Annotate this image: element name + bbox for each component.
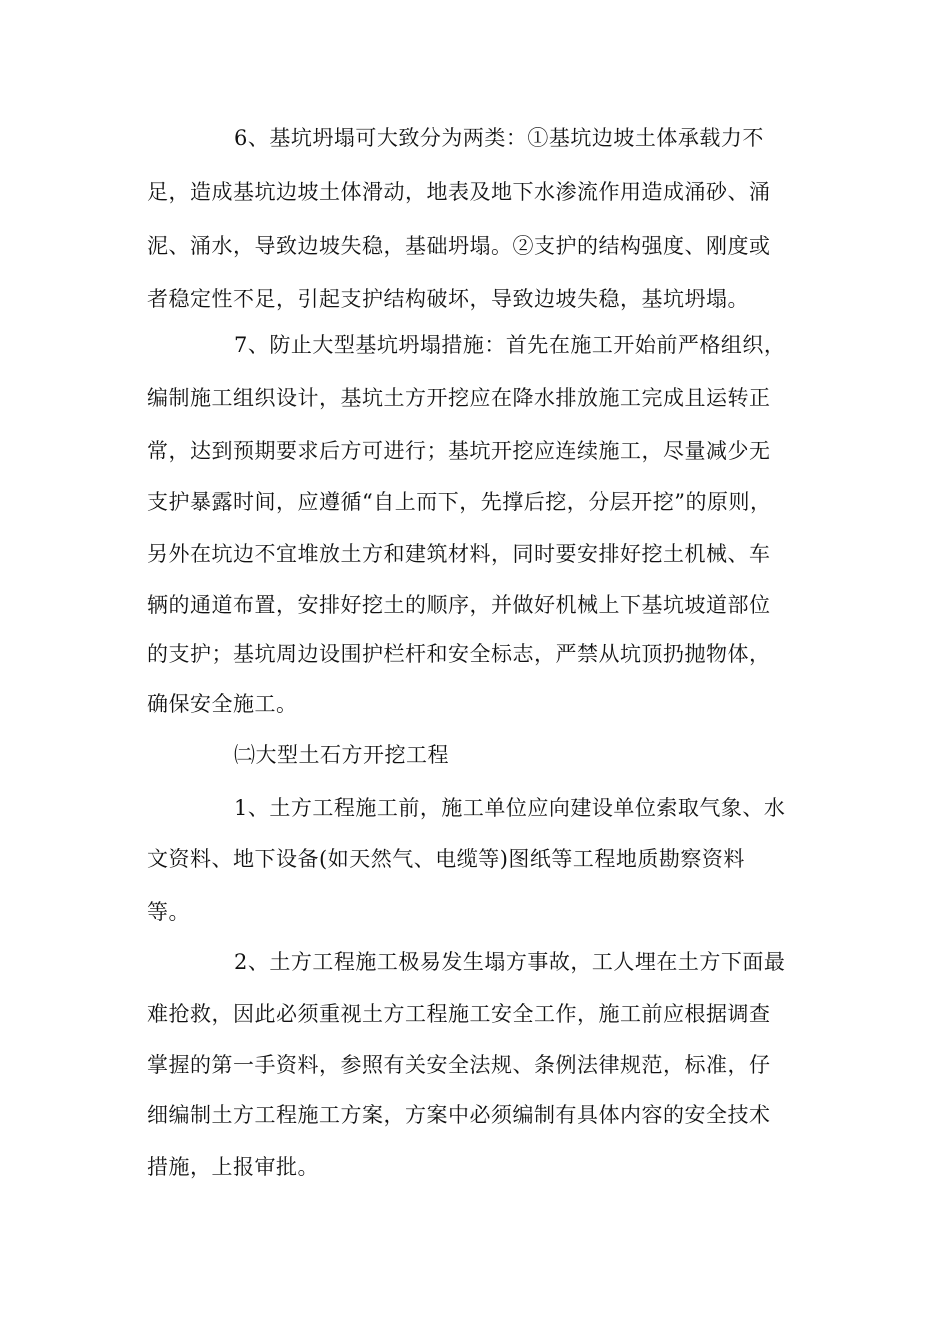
text-line: 确保安全施工。 [147,692,298,716]
section-title: ㈡大型土石方开挖工程 [234,743,449,767]
text-line: 2、土方工程施工极易发生塌方事故，工人埋在土方下面最 [234,950,786,974]
text-line: 另外在坑边不宜堆放土方和建筑材料，同时要安排好挖土机械、车 [147,542,771,566]
text-line: 细编制土方工程施工方案，方案中必须编制有具体内容的安全技术 [147,1103,771,1127]
text-line: 难抢救，因此必须重视土方工程施工安全工作，施工前应根据调查 [147,1002,771,1026]
text-line: 者稳定性不足，引起支护结构破坏，导致边坡失稳，基坑坍塌。 [147,287,749,311]
text-line: 文资料、地下设备(如天然气、电缆等)图纸等工程地质勘察资料 [147,847,745,871]
text-line: 措施，上报审批。 [147,1155,319,1179]
text-line: 足，造成基坑边坡土体滑动，地表及地下水渗流作用造成涌砂、涌 [147,180,771,204]
text-line: 支护暴露时间，应遵循“自上而下，先撑后挖，分层开挖”的原则， [147,490,772,514]
text-line: 7、防止大型基坑坍塌措施：首先在施工开始前严格组织， [234,333,786,357]
text-line: 的支护；基坑周边设围护栏杆和安全标志，严禁从坑顶扔抛物体， [147,642,771,666]
text-line: 等。 [147,900,190,924]
text-line: 6、基坑坍塌可大致分为两类：①基坑边坡土体承载力不 [234,126,764,150]
text-line: 编制施工组织设计，基坑土方开挖应在降水排放施工完成且运转正 [147,386,771,410]
text-line: 1、土方工程施工前，施工单位应向建设单位索取气象、水 [234,796,786,820]
text-line: 掌握的第一手资料，参照有关安全法规、条例法律规范，标准，仔 [147,1053,771,1077]
text-line: 泥、涌水，导致边坡失稳，基础坍塌。②支护的结构强度、刚度或 [147,234,771,258]
text-line: 常，达到预期要求后方可进行；基坑开挖应连续施工，尽量减少无 [147,439,771,463]
text-line: 辆的通道布置，安排好挖土的顺序，并做好机械上下基坑坡道部位 [147,593,771,617]
